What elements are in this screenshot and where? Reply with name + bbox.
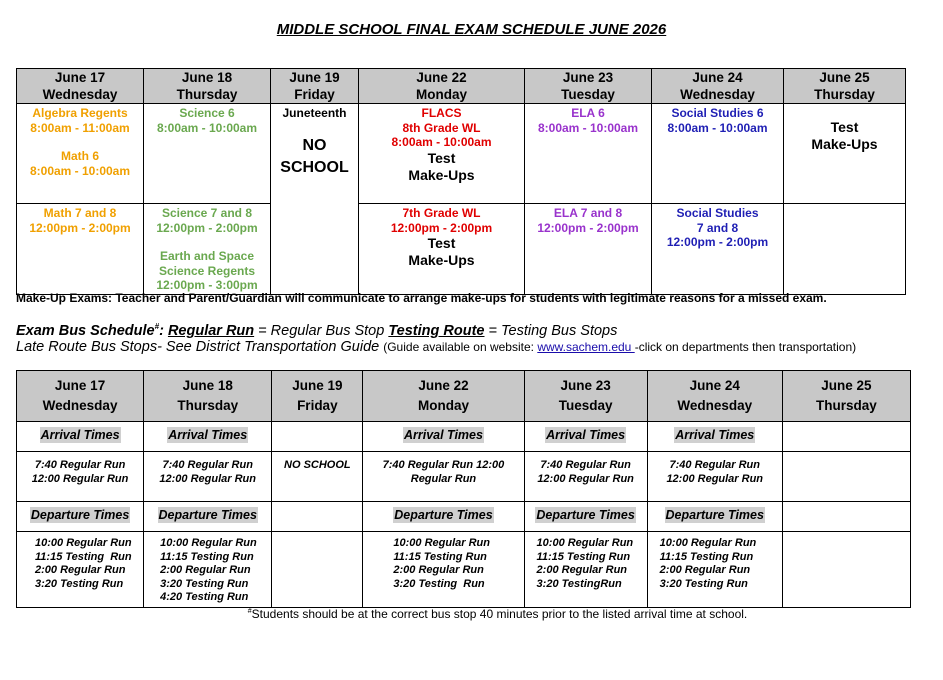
bus-time-entry: 4:20 Testing Run <box>160 591 249 603</box>
arrival-cell <box>363 452 524 502</box>
bus-time-entry: 11:15 Testing Run <box>160 550 254 563</box>
exam-time: 8:00am - 10:00am <box>156 120 258 135</box>
bus-time-entry: 3:20 TestingRun <box>536 577 622 590</box>
departure-cell <box>363 532 524 608</box>
exam-time: 12:00pm - 2:00pm <box>156 220 258 235</box>
makeup-label: Test <box>427 235 456 251</box>
arrival-label-row <box>17 422 911 452</box>
exam-time: 8:00am - 10:00am <box>29 163 131 178</box>
day-header: June 24 Wednesday <box>652 69 784 104</box>
exam-time: 12:00pm - 2:00pm <box>390 220 493 235</box>
day-header: June 18 Thursday <box>144 69 271 104</box>
arrival-cell <box>647 452 782 502</box>
no-school-cell <box>271 104 359 295</box>
bus-time-entry: 10:00 Regular Run <box>659 537 757 549</box>
exam-time: 12:00pm - 2:00pm <box>29 220 131 235</box>
arrival-times-row <box>17 452 911 502</box>
departure-label-row <box>17 502 911 532</box>
exam-name: 8th Grade WL <box>402 120 481 135</box>
exam-time: 8:00am - 11:00am <box>30 120 130 135</box>
bus-time-entry: 7:40 Regular Run <box>162 459 253 471</box>
bus-time-entry: Regular Run <box>410 472 477 485</box>
day-header: June 24 Wednesday <box>647 371 782 422</box>
departure-cell <box>272 532 363 608</box>
bus-footnote: #Students should be at the correct bus stop 40 minutes prior to the listed arrival time at school. <box>247 607 748 621</box>
exam-name: Science Regents <box>158 263 256 278</box>
exam-name: Math 7 and 8 <box>43 206 117 220</box>
day-header: June 19 Friday <box>271 69 359 104</box>
bus-time-entry: 2:00 Regular Run <box>35 564 126 576</box>
exam-time: 12:00pm - 2:00pm <box>537 220 639 235</box>
day-header: June 25 Thursday <box>782 371 910 422</box>
footnote-mark: # <box>154 322 160 331</box>
bus-time-entry: 12:00 Regular Run <box>537 472 634 485</box>
bus-time-entry: 2:00 Regular Run <box>536 564 628 576</box>
exam-name: ELA 6 <box>571 106 605 120</box>
exam-cell <box>359 204 525 295</box>
exam-time: 12:00pm - 3:00pm <box>156 278 258 292</box>
page-title: MIDDLE SCHOOL FINAL EXAM SCHEDULE JUNE 2026 <box>276 21 667 38</box>
exam-time: 8:00am - 10:00am <box>537 120 639 135</box>
makeup-label: Test <box>830 119 859 135</box>
afternoon-exam-row <box>17 204 906 295</box>
exam-schedule-table <box>16 68 906 295</box>
bus-time-entry: 11:15 Testing Run <box>536 550 631 563</box>
bus-time-entry: 2:00 Regular Run <box>393 564 484 576</box>
exam-name: ELA 7 and 8 <box>553 206 623 220</box>
departure-times-label: Departure Times <box>158 508 257 523</box>
bus-schedule-legend: Exam Bus Schedule#: Regular Run = Regular Bus Stop Testing Route = Testing Bus Stops <box>16 322 618 339</box>
day-header: June 23 Tuesday <box>525 69 652 104</box>
exam-name: 7th Grade WL <box>402 206 481 220</box>
exam-name: FLACS <box>421 106 462 120</box>
day-header: June 23 Tuesday <box>524 371 647 422</box>
bus-time-entry: 10:00 Regular Run <box>393 537 490 549</box>
bus-schedule-label: Exam Bus Schedule <box>16 322 155 339</box>
exam-time: 8:00am - 10:00am <box>667 120 768 135</box>
bus-time-entry: 7:40 Regular Run <box>34 459 126 471</box>
exam-cell <box>17 104 144 204</box>
arrival-cell <box>782 452 910 502</box>
departure-cell <box>144 532 272 608</box>
makeup-label: Make-Ups <box>408 166 475 183</box>
exam-name: Science 7 and 8 <box>161 206 253 220</box>
arrival-times-label: Arrival Times <box>40 428 120 443</box>
exam-header-row <box>17 69 906 104</box>
departure-times-label: Departure Times <box>394 508 493 523</box>
bus-time-entry: 11:15 Testing Run <box>659 550 754 563</box>
bus-time-entry: 7:40 Regular Run <box>669 459 760 471</box>
bus-schedule-table <box>16 370 911 608</box>
no-school-label: NO <box>302 136 327 154</box>
departure-cell <box>647 532 782 608</box>
arrival-cell <box>144 452 272 502</box>
bus-time-entry: 7:40 Regular Run 12:00 <box>382 459 505 471</box>
arrival-times-label: Arrival Times <box>675 428 755 443</box>
exam-cell <box>144 104 271 204</box>
arrival-cell <box>272 452 363 502</box>
bus-time-entry: 11:15 Testing Run <box>35 550 132 563</box>
day-header: June 25 Thursday <box>784 69 906 104</box>
makeup-label: Make-Ups <box>408 252 475 268</box>
bus-time-entry: 3:20 Testing Run <box>160 577 249 590</box>
exam-cell <box>359 104 525 204</box>
arrival-times-label: Arrival Times <box>546 428 626 443</box>
exam-name: 7 and 8 <box>696 220 739 235</box>
exam-cell <box>784 204 906 295</box>
bus-time-entry: 3:20 Testing Run <box>393 577 485 590</box>
exam-cell <box>652 204 784 295</box>
departure-cell <box>524 532 647 608</box>
bus-time-entry: 10:00 Regular Run <box>160 537 257 549</box>
day-header: June 18 Thursday <box>144 371 272 422</box>
holiday-label: Juneteenth <box>282 106 347 120</box>
bus-time-entry: 12:00 Regular Run <box>159 472 256 485</box>
exam-name: Earth and Space <box>159 249 255 263</box>
bus-time-entry: 7:40 Regular Run <box>540 459 631 471</box>
regular-run-term: Regular Run <box>167 322 255 339</box>
bus-header-row <box>17 371 911 422</box>
exam-time: 12:00pm - 2:00pm <box>666 235 769 249</box>
day-header: June 22 Monday <box>359 69 525 104</box>
exam-cell <box>525 204 652 295</box>
arrival-cell <box>524 452 647 502</box>
district-website-link[interactable]: www.sachem.edu <box>537 340 635 354</box>
departure-cell <box>782 532 910 608</box>
exam-cell <box>784 104 906 204</box>
exam-name: Science 6 <box>179 106 235 120</box>
arrival-times-label: Arrival Times <box>168 428 248 443</box>
exam-cell <box>144 204 271 295</box>
departure-times-label: Departure Times <box>30 508 130 523</box>
bus-time-entry: 3:20 Testing Run <box>35 577 124 590</box>
bus-time-entry: 2:00 Regular Run <box>659 564 751 576</box>
bus-time-entry: 12:00 Regular Run <box>31 472 129 485</box>
departure-cell <box>17 532 144 608</box>
bus-time-entry: 10:00 Regular Run <box>536 537 634 549</box>
day-header: June 19 Friday <box>272 371 363 422</box>
testing-route-term: Testing Route <box>388 322 485 339</box>
makeup-label: Test <box>427 149 456 166</box>
departure-times-row <box>17 532 911 608</box>
day-header: June 22 Monday <box>363 371 524 422</box>
exam-name: Social Studies <box>676 206 759 220</box>
exam-cell <box>525 104 652 204</box>
bus-time-entry: 10:00 Regular Run <box>35 537 132 549</box>
exam-name: Math 6 <box>60 149 99 163</box>
exam-name: Algebra Regents <box>32 106 128 120</box>
bus-time-entry: 12:00 Regular Run <box>666 472 764 485</box>
bus-time-entry: NO SCHOOL <box>284 459 351 471</box>
makeup-note: Make-Up Exams: Teacher and Parent/Guardian will communicate to arrange make-ups for students with legitimate reasons for a missed exam. <box>16 291 827 305</box>
late-route-note: Late Route Bus Stops- See District Transportation Guide (Guide available on website: www.sachem.edu -click on departments then transportation) <box>16 339 857 355</box>
bus-time-entry: 2:00 Regular Run <box>160 564 251 576</box>
departure-times-label: Departure Times <box>665 508 764 523</box>
no-school-label: SCHOOL <box>280 158 349 176</box>
day-header: June 17 Wednesday <box>17 69 144 104</box>
exam-cell <box>17 204 144 295</box>
arrival-cell <box>17 452 144 502</box>
day-header: June 17 Wednesday <box>17 371 144 422</box>
departure-times-label: Departure Times <box>536 508 635 523</box>
exam-name: Social Studies 6 <box>671 106 764 120</box>
exam-time: 8:00am - 10:00am <box>391 135 492 149</box>
morning-exam-row <box>17 104 906 204</box>
exam-cell <box>652 104 784 204</box>
makeup-label: Make-Ups <box>811 136 878 152</box>
bus-time-entry: 11:15 Testing Run <box>393 550 487 563</box>
bus-time-entry: 3:20 Testing Run <box>659 577 748 590</box>
arrival-times-label: Arrival Times <box>403 428 483 443</box>
footnote-mark: # <box>247 608 252 615</box>
